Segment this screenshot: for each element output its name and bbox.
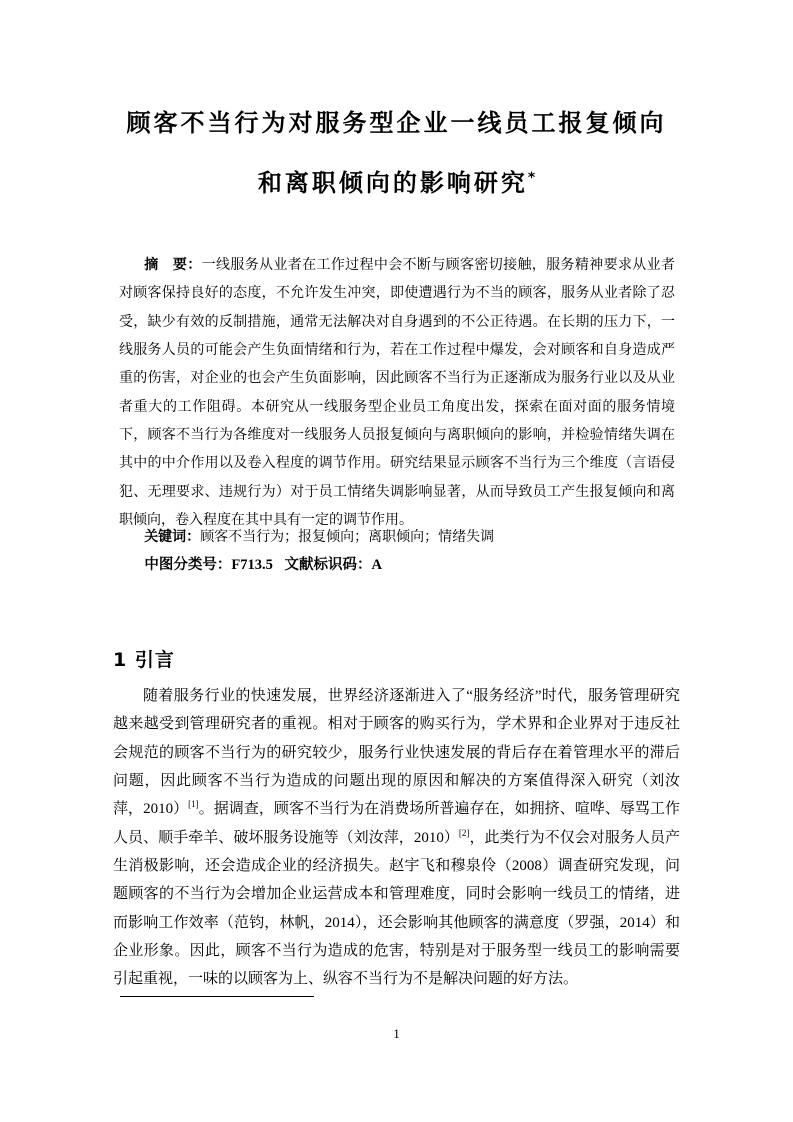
clc-label: 中图分类号： (144, 557, 232, 573)
paper-title-line1 (0, 109, 793, 137)
introduction-paragraph (113, 682, 680, 994)
paper-title-line2-text: 和离职倾向的影响研究 (257, 169, 528, 197)
intro-text-segment-1: 随着服务行业的快速发展，世界经济逐渐进入了“服务经济”时代，服务管理研究越来越受到管理研究者的重视。相对于顾客的购买行为，学术界和企业界对于违反社会规范的顾客不当行为的研究较少，服务行业快速发展的背后存在着管理水平的滞后问题，因此顾客不当行为造成的问题出现的原因和解决的方案值得深入研究（刘汝萍，2010） (113, 688, 680, 818)
footnote-separator-rule (120, 996, 314, 997)
citation-marker-2: [2] (458, 827, 470, 838)
intro-text-segment-2: 。据调查，顾客不当行为在消费场所普遍存在，如拥挤、喧哗、辱骂工作人员、顺手牵羊、破坏服务设施等（刘汝萍，2010） (113, 801, 680, 846)
abstract-label: 摘 要： (144, 258, 202, 273)
paper-title-line2 (0, 169, 793, 197)
abstract-text: 一线服务从业者在工作过程中会不断与顾客密切接触，服务精神要求从业者对顾客保持良好的态度，不允许发生冲突，即使遭遇行为不当的顾客，服务从业者除了忍受，缺少有效的反制措施，通常无法解决对自身遇到的不公正待遇。在长期的压力下，一线服务人员的可能会产生负面情绪和行为，若在工作过程中爆发，会对顾客和自身造成严重的伤害，对企业的也会产生负面影响，因此顾客不当行为正逐渐成为服务行业以及从业者重大的工作阻碍。本研究从一线服务型企业员工角度出发，探索在面对面的服务情境下，顾客不当行为各维度对一线服务人员报复倾向与离职倾向的影响，并检验情绪失调在其中的中介作用以及卷入程度的调节作用。研究结果显示顾客不当行为三个维度（言语侵犯、无理要求、违规行为）对于员工情绪失调影响显著，从而导致员工产生报复倾向和离职倾向，卷入程度在其中具有一定的调节作用。 (119, 258, 676, 529)
paper-title-line1-text: 顾客不当行为对服务型企业一线员工报复倾向 (126, 109, 667, 137)
doc-code-label: 文献标识码： (284, 557, 372, 573)
keywords-line (119, 524, 675, 552)
abstract-paragraph (119, 252, 675, 535)
keywords-label: 关键词： (144, 530, 201, 545)
keywords-text: 顾客不当行为；报复倾向；离职倾向；情绪失调 (200, 530, 495, 545)
page-number: 1 (393, 1026, 400, 1041)
doc-code-value: A (371, 557, 382, 573)
clc-value: F713.5 (231, 557, 273, 573)
intro-text-segment-3: ，此类行为不仅会对服务人员产生消极影响，还会造成企业的经济损失。赵宇飞和穆泉伶（2008）调查研究发现，问题顾客的不当行为会增加企业运营成本和管理难度，同时会影响一线员工的情绪，进而影响工作效率（范钧，林帆，2014），还会影响其他顾客的满意度（罗强，2014）和企业形象。因此，顾客不当行为造成的危害，特别是对于服务型一线员工的影响需要引起重视，一味的以顾客为上、纵容不当行为不是解决问题的好方法。 (113, 829, 680, 988)
title-footnote-asterisk: * (527, 170, 536, 186)
classification-line (119, 551, 675, 579)
citation-marker-1: [1] (188, 799, 199, 810)
section-heading-introduction: 1 引言 (113, 649, 175, 671)
